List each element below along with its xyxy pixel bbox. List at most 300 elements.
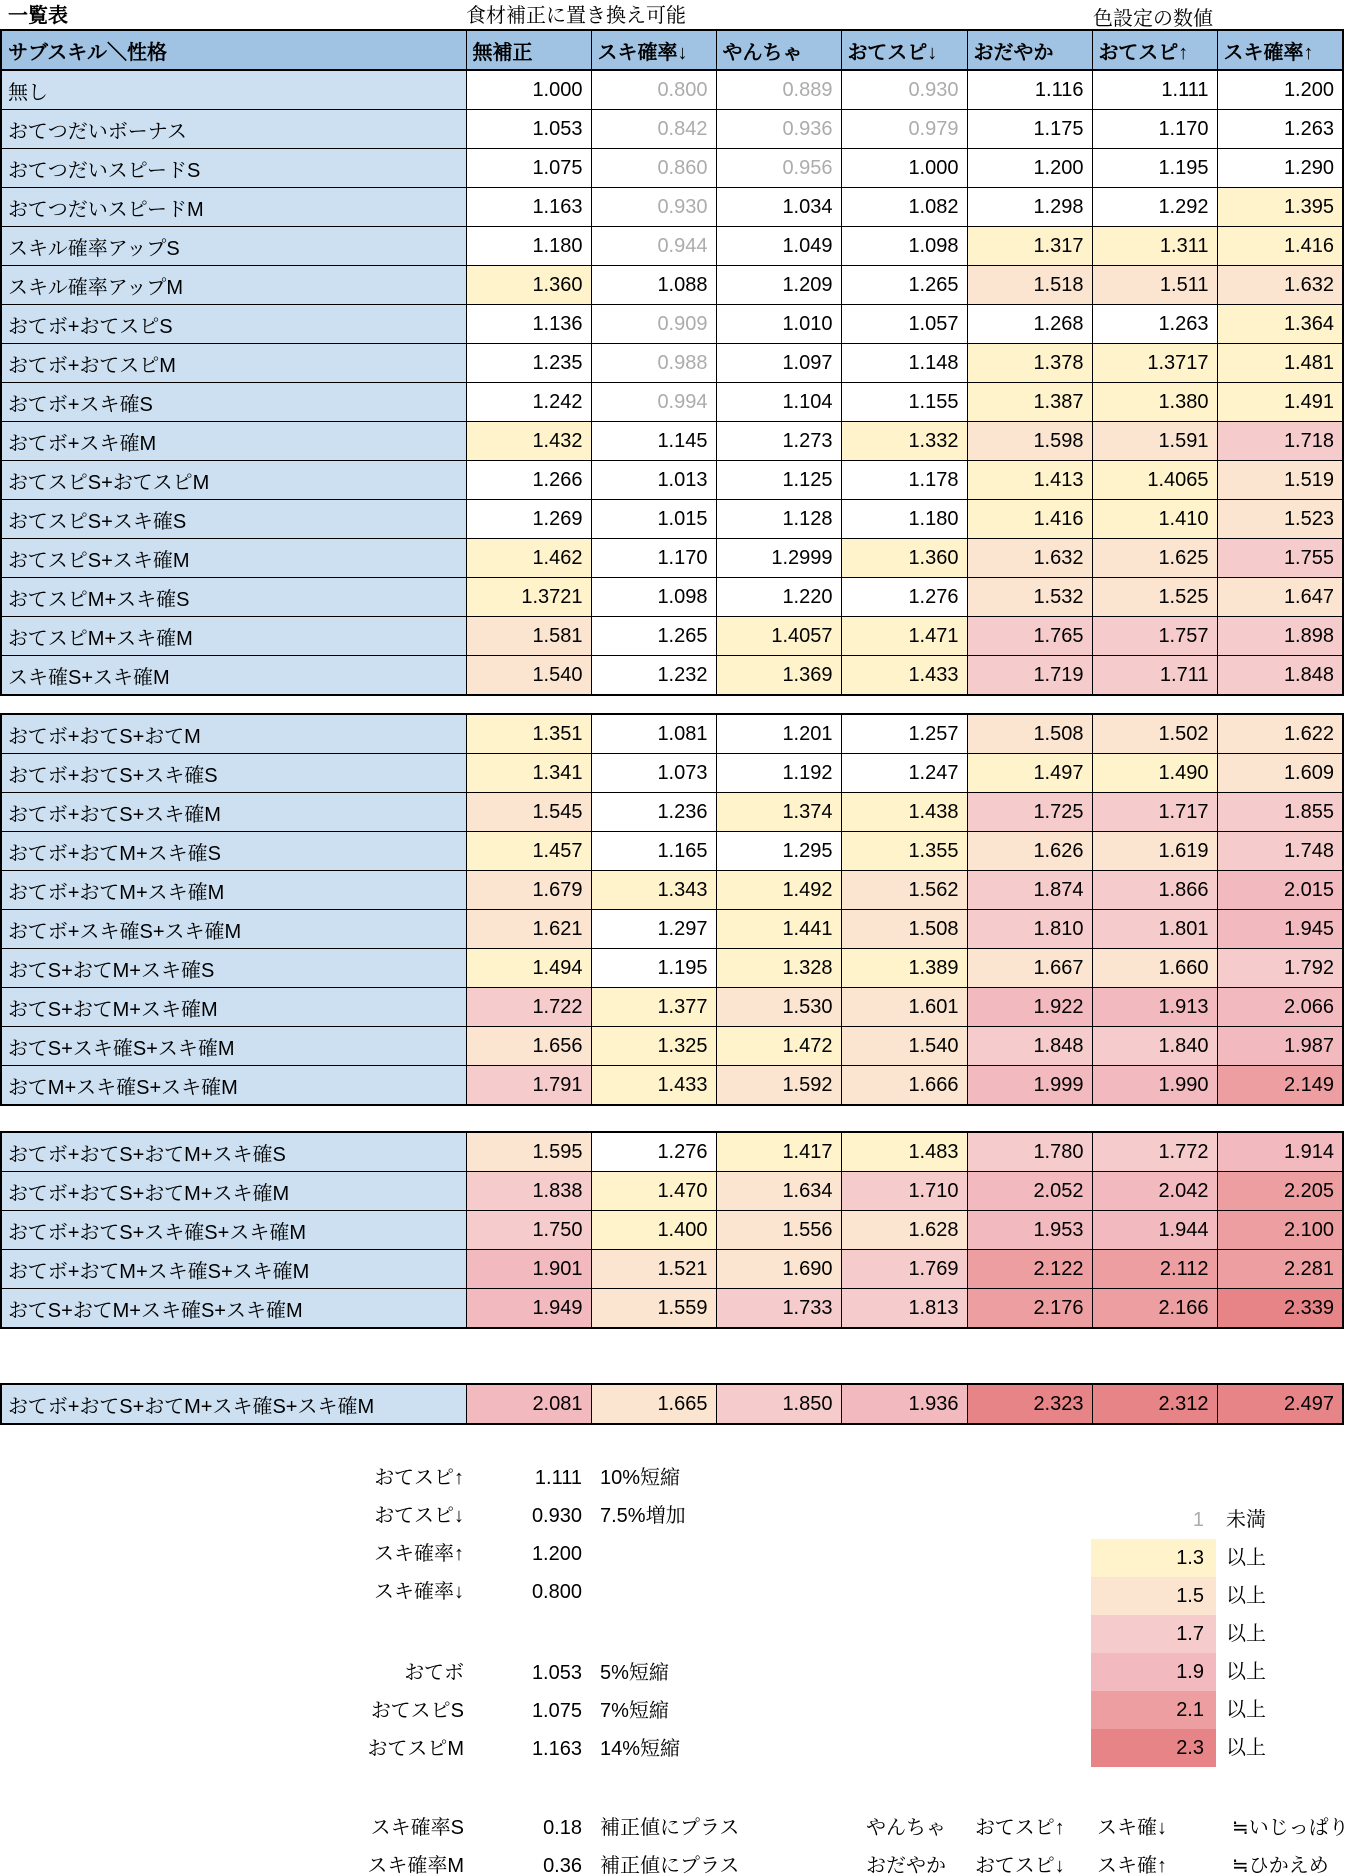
value-cell[interactable]: 0.930 [591,188,716,227]
value-cell[interactable]: 1.410 [1092,500,1217,539]
value-cell[interactable]: 1.540 [466,656,591,696]
value-cell[interactable]: 1.718 [1217,422,1343,461]
value-cell[interactable]: 1.201 [716,714,841,754]
column-header[interactable]: おてスピ↑ [1092,30,1217,70]
value-cell[interactable]: 1.416 [967,500,1092,539]
row-label-cell[interactable]: おてつだいスピードS [1,149,466,188]
value-cell[interactable]: 1.180 [841,500,967,539]
row-label-cell[interactable]: おてボ+おてS+スキ確S [1,754,466,793]
value-cell[interactable]: 1.098 [591,578,716,617]
value-cell[interactable]: 2.052 [967,1172,1092,1211]
value-cell[interactable]: 1.097 [716,344,841,383]
row-label-cell[interactable]: スキル確率アップM [1,266,466,305]
value-cell[interactable]: 1.332 [841,422,967,461]
row-label-cell[interactable]: おてボ+おてS+スキ確M [1,793,466,832]
value-cell[interactable]: 1.360 [841,539,967,578]
value-cell[interactable]: 1.343 [591,871,716,910]
value-cell[interactable]: 2.205 [1217,1172,1343,1211]
value-cell[interactable]: 1.034 [716,188,841,227]
value-cell[interactable]: 1.792 [1217,949,1343,988]
value-cell[interactable]: 1.508 [841,910,967,949]
value-cell[interactable]: 1.195 [591,949,716,988]
value-cell[interactable]: 1.601 [841,988,967,1027]
value-cell[interactable]: 1.116 [967,70,1092,110]
value-cell[interactable]: 0.936 [716,110,841,149]
table-row [1,1066,1343,1106]
value-cell[interactable]: 1.483 [841,1132,967,1172]
value-cell[interactable]: 2.339 [1217,1289,1343,1329]
table-row [1,1211,1343,1250]
value-cell[interactable]: 1.679 [466,871,591,910]
table-row [1,871,1343,910]
value-cell[interactable]: 1.725 [967,793,1092,832]
value-cell[interactable]: 1.374 [716,793,841,832]
value-cell[interactable]: 1.719 [967,656,1092,696]
column-header[interactable]: スキ確率↑ [1217,30,1343,70]
value-cell[interactable]: 2.081 [466,1384,591,1424]
personality-note-cell: おだやか [866,1855,946,1875]
value-cell[interactable]: 1.953 [967,1211,1092,1250]
value-cell[interactable]: 0.979 [841,110,967,149]
value-cell[interactable]: 1.232 [591,656,716,696]
value-cell[interactable]: 2.122 [967,1250,1092,1289]
value-cell[interactable]: 1.098 [841,227,967,266]
value-cell[interactable]: 1.292 [1092,188,1217,227]
value-cell[interactable]: 1.311 [1092,227,1217,266]
value-cell[interactable]: 1.755 [1217,539,1343,578]
value-cell[interactable]: 1.125 [716,461,841,500]
value-cell[interactable]: 1.813 [841,1289,967,1329]
value-cell[interactable]: 1.380 [1092,383,1217,422]
value-cell[interactable]: 1.057 [841,305,967,344]
row-label-cell[interactable]: おてボ+おてM+スキ確M [1,871,466,910]
value-cell[interactable]: 1.269 [466,500,591,539]
value-cell[interactable]: 1.922 [967,988,1092,1027]
value-cell[interactable]: 1.209 [716,266,841,305]
value-cell[interactable]: 1.290 [1217,149,1343,188]
value-cell[interactable]: 1.088 [591,266,716,305]
value-cell[interactable]: 1.416 [1217,227,1343,266]
value-cell[interactable]: 1.432 [466,422,591,461]
column-header[interactable]: やんちゃ [716,30,841,70]
value-cell[interactable]: 2.281 [1217,1250,1343,1289]
value-cell[interactable]: 1.540 [841,1027,967,1066]
row-label-cell[interactable]: おてボ+おてS+スキ確S+スキ確M [1,1211,466,1250]
value-cell[interactable]: 1.647 [1217,578,1343,617]
value-cell[interactable]: 0.860 [591,149,716,188]
value-cell[interactable]: 1.3717 [1092,344,1217,383]
value-cell[interactable]: 1.523 [1217,500,1343,539]
value-cell[interactable]: 1.387 [967,383,1092,422]
value-cell[interactable]: 2.497 [1217,1384,1343,1424]
row-label-cell[interactable]: おてボ+スキ確S [1,383,466,422]
value-cell[interactable]: 1.490 [1092,754,1217,793]
value-cell[interactable]: 2.149 [1217,1066,1343,1106]
value-cell[interactable]: 1.491 [1217,383,1343,422]
color-swatch[interactable] [1091,1577,1216,1615]
row-label-cell[interactable]: おてスピS+スキ確S [1,500,466,539]
value-cell[interactable]: 1.053 [466,110,591,149]
row-label-cell[interactable]: スキ確S+スキ確M [1,656,466,696]
value-cell[interactable]: 1.936 [841,1384,967,1424]
value-cell[interactable]: 1.710 [841,1172,967,1211]
value-cell[interactable]: 1.562 [841,871,967,910]
value-cell[interactable]: 1.656 [466,1027,591,1066]
table-row [1,461,1343,500]
value-cell[interactable]: 1.000 [841,149,967,188]
value-cell[interactable]: 1.360 [466,266,591,305]
value-cell[interactable]: 1.492 [716,871,841,910]
value-cell[interactable]: 1.298 [967,188,1092,227]
row-label-cell[interactable]: おてS+おてM+スキ確S [1,949,466,988]
value-cell[interactable]: 1.625 [1092,539,1217,578]
value-cell[interactable]: 0.842 [591,110,716,149]
value-cell[interactable]: 1.111 [1092,70,1217,110]
value-cell[interactable]: 1.780 [967,1132,1092,1172]
value-cell[interactable]: 1.838 [466,1172,591,1211]
value-cell[interactable]: 1.4065 [1092,461,1217,500]
value-cell[interactable]: 1.665 [591,1384,716,1424]
value-cell[interactable]: 1.195 [1092,149,1217,188]
value-cell[interactable]: 1.866 [1092,871,1217,910]
color-swatch[interactable] [1091,1691,1216,1729]
value-cell[interactable]: 1.268 [967,305,1092,344]
value-cell[interactable]: 1.848 [967,1027,1092,1066]
value-cell[interactable]: 1.200 [1217,70,1343,110]
value-cell[interactable]: 1.220 [716,578,841,617]
value-cell[interactable]: 1.2999 [716,539,841,578]
value-cell[interactable]: 0.800 [591,70,716,110]
value-cell[interactable]: 0.930 [841,70,967,110]
value-cell[interactable]: 2.166 [1092,1289,1217,1329]
value-cell[interactable]: 1.621 [466,910,591,949]
value-cell[interactable]: 1.457 [466,832,591,871]
row-label-cell[interactable]: おてつだいスピードM [1,188,466,227]
color-swatch[interactable] [1091,1615,1216,1653]
value-cell[interactable]: 1.000 [466,70,591,110]
row-label-cell[interactable]: おてスピM+スキ確M [1,617,466,656]
value-cell[interactable]: 1.145 [591,422,716,461]
value-cell[interactable]: 1.369 [716,656,841,696]
value-cell[interactable]: 1.748 [1217,832,1343,871]
row-label-cell[interactable]: おてボ+おてS+おてM [1,714,466,754]
value-cell[interactable]: 1.530 [716,988,841,1027]
value-cell[interactable]: 1.772 [1092,1132,1217,1172]
row-label-cell[interactable]: おてボ+スキ確M [1,422,466,461]
value-cell[interactable]: 1.791 [466,1066,591,1106]
value-cell[interactable]: 1.494 [466,949,591,988]
value-cell[interactable]: 1.987 [1217,1027,1343,1066]
value-cell[interactable]: 1.297 [591,910,716,949]
row-label-cell[interactable]: おてボ+おてスピS [1,305,466,344]
value-cell[interactable]: 1.850 [716,1384,841,1424]
value-cell[interactable]: 1.433 [591,1066,716,1106]
column-header[interactable]: おてスピ↓ [841,30,967,70]
value-cell[interactable]: 1.104 [716,383,841,422]
note-label: おてスピ↑ [374,1467,464,1489]
value-cell[interactable]: 1.433 [841,656,967,696]
value-cell[interactable]: 1.317 [967,227,1092,266]
value-cell[interactable]: 1.417 [716,1132,841,1172]
value-cell[interactable]: 0.889 [716,70,841,110]
table-row [1,578,1343,617]
value-cell[interactable]: 1.497 [967,754,1092,793]
value-cell[interactable]: 1.750 [466,1211,591,1250]
row-label-cell[interactable]: おてボ+おてスピM [1,344,466,383]
value-cell[interactable]: 1.765 [967,617,1092,656]
value-cell[interactable]: 2.312 [1092,1384,1217,1424]
row-label-cell[interactable]: 無し [1,70,466,110]
value-cell[interactable]: 1.855 [1217,793,1343,832]
table-row [1,910,1343,949]
value-cell[interactable]: 1.711 [1092,656,1217,696]
value-cell[interactable]: 1.801 [1092,910,1217,949]
value-cell[interactable]: 1.769 [841,1250,967,1289]
value-cell[interactable]: 1.660 [1092,949,1217,988]
value-cell[interactable]: 2.042 [1092,1172,1217,1211]
value-cell[interactable]: 1.667 [967,949,1092,988]
value-cell[interactable]: 1.472 [716,1027,841,1066]
value-cell[interactable]: 1.634 [716,1172,841,1211]
personality-note-cell: スキ確↑ [1097,1855,1167,1875]
table-row [1,70,1343,110]
value-cell[interactable]: 1.848 [1217,656,1343,696]
value-cell[interactable]: 1.013 [591,461,716,500]
value-cell[interactable]: 1.192 [716,754,841,793]
value-cell[interactable]: 1.532 [967,578,1092,617]
value-cell[interactable]: 1.511 [1092,266,1217,305]
value-cell[interactable]: 1.722 [466,988,591,1027]
row-label-cell[interactable]: おてスピM+スキ確S [1,578,466,617]
row-label-cell[interactable]: おてS+おてM+スキ確S+スキ確M [1,1289,466,1329]
value-cell[interactable]: 0.994 [591,383,716,422]
value-cell[interactable]: 0.944 [591,227,716,266]
row-label-cell[interactable]: おてボ+おてM+スキ確S [1,832,466,871]
value-cell[interactable]: 1.413 [967,461,1092,500]
value-cell[interactable]: 1.810 [967,910,1092,949]
value-cell[interactable]: 2.112 [1092,1250,1217,1289]
color-swatch[interactable] [1091,1729,1216,1767]
value-cell[interactable]: 1.944 [1092,1211,1217,1250]
value-cell[interactable]: 1.263 [1217,110,1343,149]
table-row [1,714,1343,754]
value-cell[interactable]: 1.598 [967,422,1092,461]
row-label-cell[interactable]: おてボ+おてS+おてM+スキ確S+スキ確M [1,1384,466,1424]
value-cell[interactable]: 1.049 [716,227,841,266]
value-cell[interactable]: 2.176 [967,1289,1092,1329]
value-cell[interactable]: 1.389 [841,949,967,988]
value-cell[interactable]: 1.999 [967,1066,1092,1106]
legend-row-plain[interactable] [1091,1501,1216,1539]
note-desc: 7.5%増加 [600,1505,686,1527]
value-cell[interactable]: 1.170 [591,539,716,578]
row-label-cell[interactable]: おてつだいボーナス [1,110,466,149]
row-label-cell[interactable]: スキル確率アップS [1,227,466,266]
note-value: 0.36 [543,1855,582,1875]
value-cell[interactable]: 1.519 [1217,461,1343,500]
value-cell[interactable]: 1.521 [591,1250,716,1289]
value-cell[interactable]: 1.265 [591,617,716,656]
value-cell[interactable]: 1.502 [1092,714,1217,754]
column-header[interactable]: 無補正 [466,30,591,70]
value-cell[interactable]: 1.945 [1217,910,1343,949]
value-cell[interactable]: 1.470 [591,1172,716,1211]
legend-threshold-suffix: 以上 [1226,1661,1266,1683]
value-cell[interactable]: 1.128 [716,500,841,539]
row-label-cell[interactable]: おてボ+スキ確S+スキ確M [1,910,466,949]
row-label-cell[interactable]: おてS+スキ確S+スキ確M [1,1027,466,1066]
value-cell[interactable]: 1.175 [967,110,1092,149]
value-cell[interactable]: 1.592 [716,1066,841,1106]
table-row [1,110,1343,149]
color-swatch[interactable] [1091,1539,1216,1577]
value-cell[interactable]: 1.626 [967,832,1092,871]
legend-threshold-suffix: 以上 [1226,1737,1266,1759]
value-cell[interactable]: 1.913 [1092,988,1217,1027]
value-cell[interactable]: 1.949 [466,1289,591,1329]
row-label-cell[interactable]: おてボ+おてS+おてM+スキ確M [1,1172,466,1211]
value-cell[interactable]: 1.170 [1092,110,1217,149]
legend-threshold-suffix: 以上 [1226,1623,1266,1645]
value-cell[interactable]: 1.581 [466,617,591,656]
value-cell[interactable]: 1.733 [716,1289,841,1329]
table-row [1,539,1343,578]
value-cell[interactable]: 1.840 [1092,1027,1217,1066]
value-cell[interactable]: 1.200 [967,149,1092,188]
value-cell[interactable]: 1.666 [841,1066,967,1106]
value-cell[interactable]: 1.3721 [466,578,591,617]
value-cell[interactable]: 1.622 [1217,714,1343,754]
value-cell[interactable]: 1.265 [841,266,967,305]
value-cell[interactable]: 1.082 [841,188,967,227]
value-cell[interactable]: 1.462 [466,539,591,578]
value-cell[interactable]: 1.276 [591,1132,716,1172]
value-cell[interactable]: 1.073 [591,754,716,793]
value-cell[interactable]: 1.325 [591,1027,716,1066]
legend-threshold-value: 2.1 [1176,1699,1204,1721]
row-label-cell[interactable]: おてボ+おてM+スキ確S+スキ確M [1,1250,466,1289]
row-label-cell[interactable]: おてボ+おてS+おてM+スキ確S [1,1132,466,1172]
value-cell[interactable]: 1.010 [716,305,841,344]
value-cell[interactable]: 0.988 [591,344,716,383]
value-cell[interactable]: 1.015 [591,500,716,539]
value-cell[interactable]: 1.165 [591,832,716,871]
value-cell[interactable]: 1.874 [967,871,1092,910]
value-cell[interactable]: 1.328 [716,949,841,988]
value-cell[interactable]: 1.914 [1217,1132,1343,1172]
value-cell[interactable]: 1.295 [716,832,841,871]
value-cell[interactable]: 1.632 [967,539,1092,578]
value-cell[interactable]: 1.081 [591,714,716,754]
value-cell[interactable]: 1.378 [967,344,1092,383]
value-cell[interactable]: 2.100 [1217,1211,1343,1250]
value-cell[interactable]: 2.015 [1217,871,1343,910]
value-cell[interactable]: 1.400 [591,1211,716,1250]
note-label: おてスピM [367,1738,464,1760]
value-cell[interactable]: 1.236 [591,793,716,832]
value-cell[interactable]: 1.628 [841,1211,967,1250]
value-cell[interactable]: 2.323 [967,1384,1092,1424]
value-cell[interactable]: 1.341 [466,754,591,793]
value-cell[interactable]: 1.508 [967,714,1092,754]
value-cell[interactable]: 1.898 [1217,617,1343,656]
column-header[interactable]: スキ確率↓ [591,30,716,70]
value-cell[interactable]: 1.545 [466,793,591,832]
value-cell[interactable]: 1.180 [466,227,591,266]
value-cell[interactable]: 1.619 [1092,832,1217,871]
corner-header[interactable]: サブスキル＼性格 [1,30,466,70]
table-row [1,1172,1343,1211]
note-desc: 5%短縮 [600,1662,669,1684]
value-cell[interactable]: 1.148 [841,344,967,383]
value-cell[interactable]: 1.901 [466,1250,591,1289]
value-cell[interactable]: 1.178 [841,461,967,500]
value-cell[interactable]: 1.717 [1092,793,1217,832]
table-row [1,617,1343,656]
value-cell[interactable]: 1.351 [466,714,591,754]
value-cell[interactable]: 1.609 [1217,754,1343,793]
replaceable-note: 食材補正に置き換え可能 [466,5,686,27]
value-cell[interactable]: 1.395 [1217,188,1343,227]
value-cell[interactable]: 1.481 [1217,344,1343,383]
row-label-cell[interactable]: おてM+スキ確S+スキ確M [1,1066,466,1106]
value-cell[interactable]: 1.276 [841,578,967,617]
row-label-cell[interactable]: おてスピS+スキ確M [1,539,466,578]
value-cell[interactable]: 0.909 [591,305,716,344]
value-cell[interactable]: 1.263 [1092,305,1217,344]
value-cell[interactable]: 1.155 [841,383,967,422]
value-cell[interactable]: 1.4057 [716,617,841,656]
value-cell[interactable]: 1.136 [466,305,591,344]
value-cell[interactable]: 1.690 [716,1250,841,1289]
personality-note-cell: ≒ひかえめ [1232,1855,1329,1875]
table-row [1,656,1343,696]
value-cell[interactable]: 1.242 [466,383,591,422]
value-cell[interactable]: 1.247 [841,754,967,793]
value-cell[interactable]: 1.559 [591,1289,716,1329]
value-cell[interactable]: 1.556 [716,1211,841,1250]
value-cell[interactable]: 1.595 [466,1132,591,1172]
row-label-cell[interactable]: おてスピS+おてスピM [1,461,466,500]
value-cell[interactable]: 1.377 [591,988,716,1027]
value-cell[interactable]: 1.757 [1092,617,1217,656]
value-cell[interactable]: 1.518 [967,266,1092,305]
legend-threshold-value: 1.5 [1176,1585,1204,1607]
personality-note-cell: おてスピ↑ [975,1817,1065,1839]
value-cell[interactable]: 1.591 [1092,422,1217,461]
value-cell[interactable]: 1.438 [841,793,967,832]
value-cell[interactable]: 1.471 [841,617,967,656]
value-cell[interactable]: 1.632 [1217,266,1343,305]
value-cell[interactable]: 1.163 [466,188,591,227]
value-cell[interactable]: 2.066 [1217,988,1343,1027]
value-cell[interactable]: 1.525 [1092,578,1217,617]
value-cell[interactable]: 1.257 [841,714,967,754]
value-cell[interactable]: 1.355 [841,832,967,871]
value-cell[interactable]: 1.266 [466,461,591,500]
value-cell[interactable]: 1.364 [1217,305,1343,344]
legend-threshold-value: 1 [1192,1509,1204,1531]
row-label-cell[interactable]: おてS+おてM+スキ確M [1,988,466,1027]
value-cell[interactable]: 1.990 [1092,1066,1217,1106]
value-cell[interactable]: 1.075 [466,149,591,188]
value-cell[interactable]: 1.441 [716,910,841,949]
value-cell[interactable]: 1.273 [716,422,841,461]
column-header[interactable]: おだやか [967,30,1092,70]
value-cell[interactable]: 1.235 [466,344,591,383]
value-cell[interactable]: 0.956 [716,149,841,188]
color-swatch[interactable] [1091,1653,1216,1691]
